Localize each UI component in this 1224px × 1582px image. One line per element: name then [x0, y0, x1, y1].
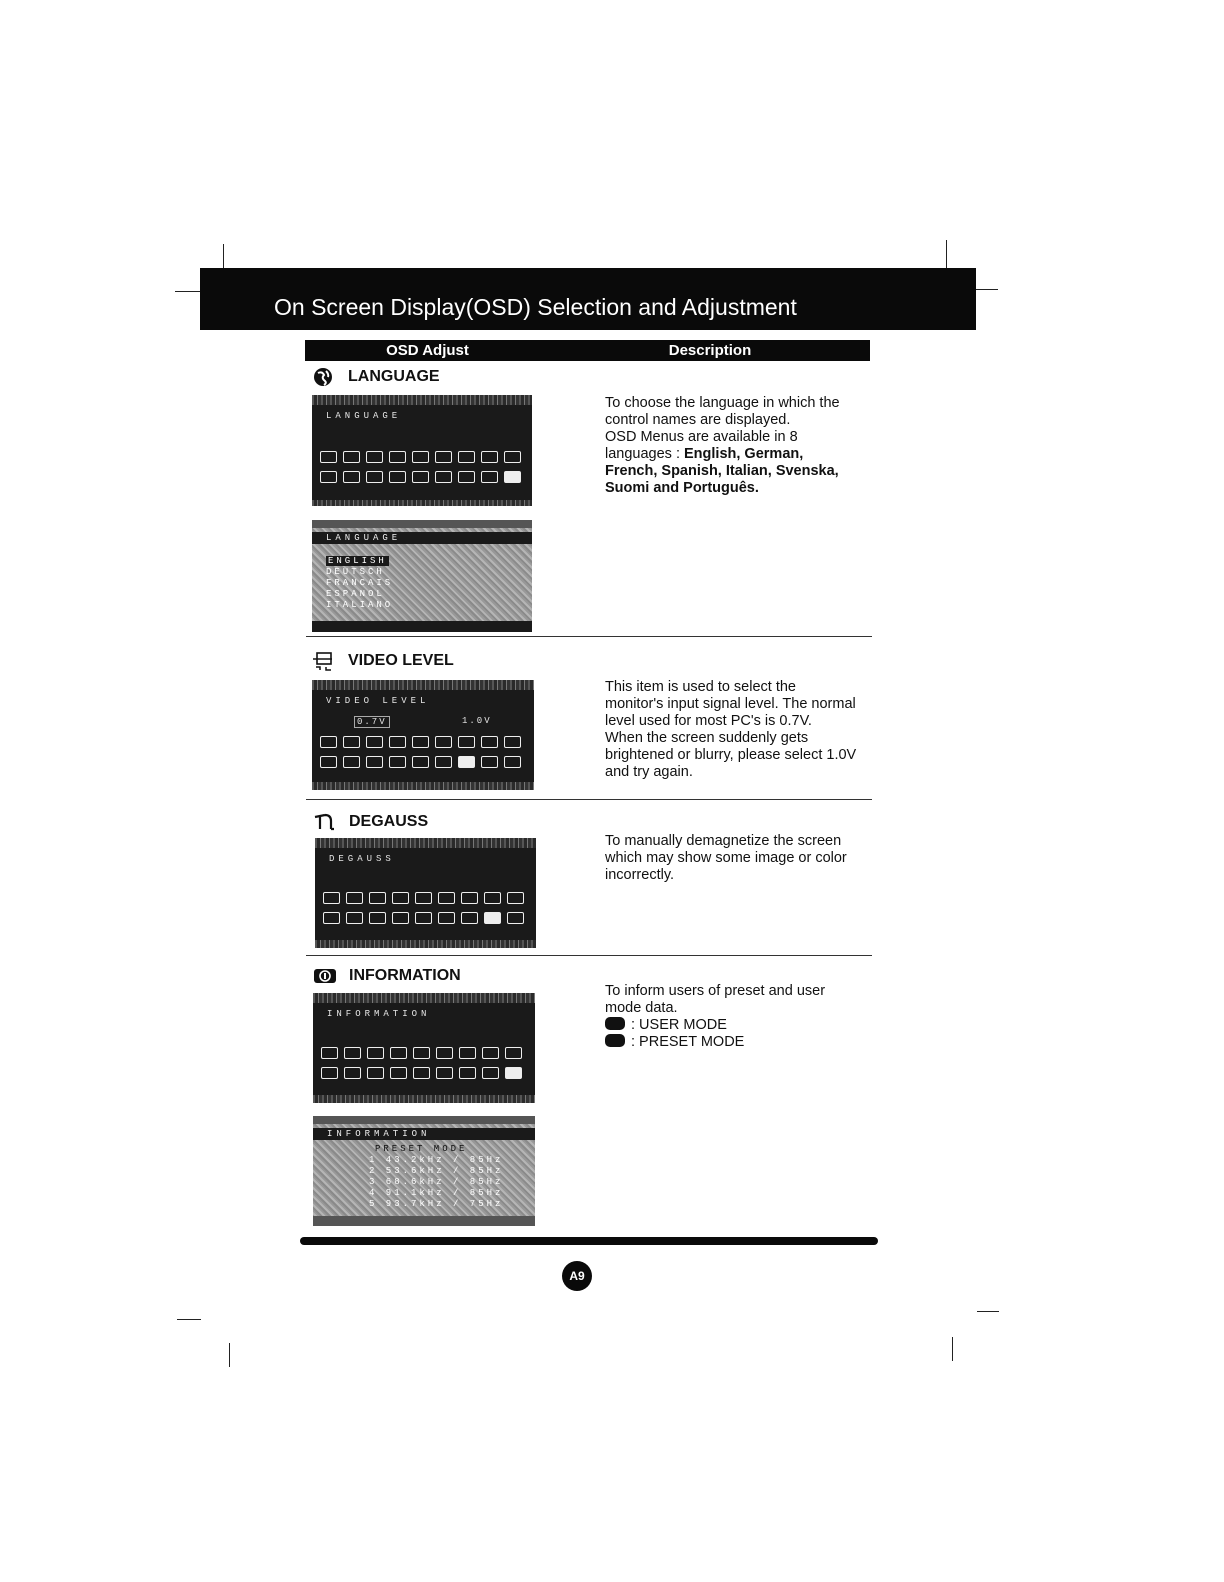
desc-line: OSD Menus are available in 8	[605, 429, 798, 445]
desc-line: level used for most PC's is 0.7V.	[605, 713, 812, 729]
section-divider	[306, 955, 872, 956]
page-title: On Screen Display(OSD) Selection and Adjustment	[274, 294, 797, 320]
section-title-information	[313, 965, 461, 987]
desc-line: languages :	[605, 446, 685, 462]
crop-mark	[175, 291, 201, 292]
user-mode-icon	[605, 1017, 625, 1030]
desc-line: When the screen suddenly gets	[605, 730, 809, 746]
section-label: DEGAUSS	[349, 813, 429, 830]
page-number: A9	[562, 1261, 592, 1291]
list-item: 4 91.1kHz / 85Hz	[369, 1188, 504, 1198]
description-information	[605, 983, 880, 1051]
preset-heading: PRESET MODE	[375, 1144, 468, 1154]
osd-degauss-screenshot	[315, 838, 536, 948]
desc-line: brightened or blurry, please select 1.0V	[605, 747, 857, 763]
crop-mark	[229, 1343, 230, 1367]
list-item: ITALIANO	[326, 600, 394, 610]
description-video-level	[605, 679, 880, 781]
desc-line: To manually demagnetize the screen	[605, 833, 842, 849]
info-icon	[313, 965, 337, 987]
section-label: LANGUAGE	[348, 368, 440, 385]
column-header-osd-adjust: OSD Adjust	[305, 340, 550, 361]
crop-mark	[177, 1319, 201, 1320]
desc-line: mode data.	[605, 1000, 678, 1016]
globe-icon	[312, 366, 336, 388]
crop-mark	[952, 1337, 953, 1361]
user-mode-label: : USER MODE	[631, 1017, 727, 1033]
osd-video-level-screenshot	[312, 680, 534, 790]
section-title-degauss	[313, 811, 428, 833]
desc-line: This item is used to select the	[605, 679, 796, 695]
desc-bold: English, German,	[684, 446, 804, 462]
crop-mark	[977, 1311, 999, 1312]
osd-title: INFORMATION	[327, 1009, 431, 1019]
osd-title: DEGAUSS	[329, 854, 395, 864]
option-1-0v: 1.0V	[462, 716, 492, 726]
list-item: 1 43.2kHz / 85Hz	[369, 1155, 504, 1165]
list-item: ENGLISH	[328, 556, 387, 566]
section-label: INFORMATION	[349, 967, 461, 984]
desc-line: incorrectly.	[605, 867, 675, 883]
option-0-7v: 0.7V	[354, 716, 390, 728]
osd-title: VIDEO LEVEL	[326, 696, 430, 706]
footer-rule	[300, 1237, 878, 1245]
osd-menu-screenshot	[312, 395, 532, 506]
crop-mark	[946, 240, 947, 268]
desc-line: To inform users of preset and user	[605, 983, 826, 999]
video-level-icon	[312, 650, 336, 672]
list-item: 3 68.6kHz / 85Hz	[369, 1177, 504, 1187]
desc-line: monitor's input signal level. The normal	[605, 696, 856, 712]
osd-title: LANGUAGE	[326, 411, 402, 421]
list-title: LANGUAGE	[326, 533, 402, 543]
desc-line: control names are displayed.	[605, 412, 791, 428]
list-item: ESPANOL	[326, 589, 385, 599]
description-degauss	[605, 833, 880, 884]
desc-bold: Suomi and Português.	[605, 480, 759, 496]
section-divider	[306, 799, 872, 800]
description-language	[605, 395, 880, 497]
preset-mode-icon	[605, 1034, 625, 1047]
desc-line: which may show some image or color	[605, 850, 847, 866]
list-item: 5 93.7kHz / 75Hz	[369, 1199, 504, 1209]
osd-language-list	[312, 520, 532, 632]
crop-mark	[223, 244, 224, 268]
section-label: VIDEO LEVEL	[348, 652, 454, 669]
crop-mark	[976, 289, 998, 290]
list-item: DEUTSCH	[326, 567, 385, 577]
degauss-icon	[313, 811, 337, 833]
section-title-language	[312, 366, 440, 388]
list-item: FRANCAIS	[326, 578, 394, 588]
desc-line: and try again.	[605, 764, 693, 780]
section-title-video-level	[312, 650, 454, 672]
osd-preset-mode-list	[313, 1116, 535, 1226]
column-header-description: Description	[550, 340, 870, 361]
section-divider	[306, 636, 872, 637]
preset-mode-label: : PRESET MODE	[631, 1034, 745, 1050]
list-item: 2 53.6kHz / 85Hz	[369, 1166, 504, 1176]
osd-information-screenshot	[313, 993, 535, 1103]
list-title: INFORMATION	[327, 1129, 431, 1139]
header-banner	[200, 268, 976, 330]
desc-line: To choose the language in which the	[605, 395, 840, 411]
desc-bold: French, Spanish, Italian, Svenska,	[605, 463, 839, 479]
